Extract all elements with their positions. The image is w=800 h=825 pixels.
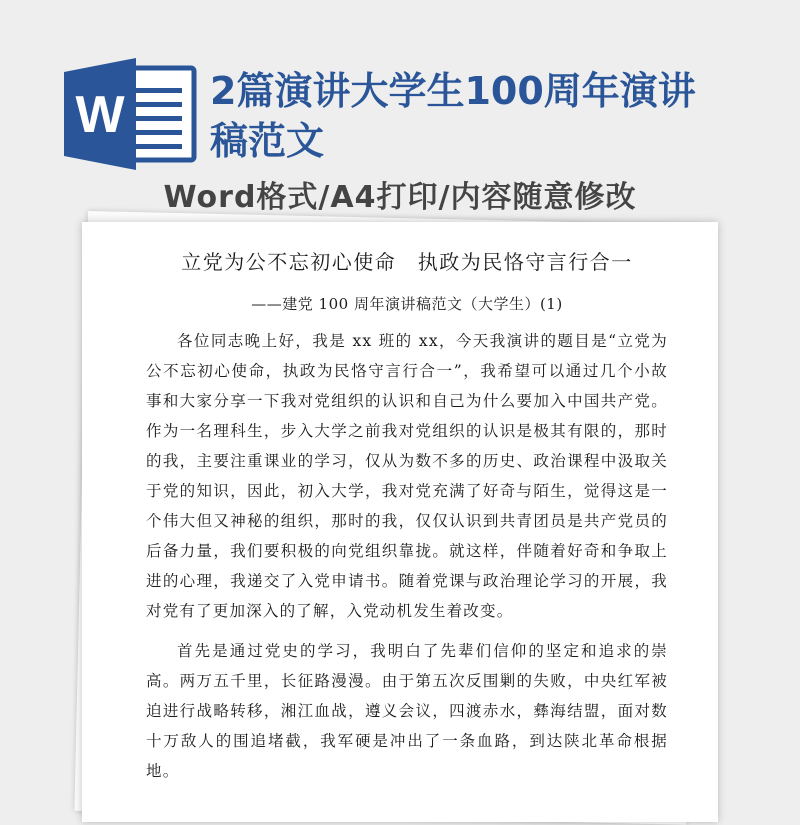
document-page: [82, 222, 718, 822]
page-subheading: ——建党 100 周年演讲稿范文（大学生）(1): [251, 295, 563, 313]
word-icon: [62, 58, 202, 170]
format-subtitle: Word格式/A4打印/内容随意修改: [163, 180, 637, 215]
word-icon-letter: W: [75, 86, 125, 144]
paragraph: 各位同志晚上好，我是 xx 班的 xx，今天我演讲的题目是“立党为公不忘初心使命，执政为民恪守言行合一”，我希望可以通过几个小故事和大家分享一下我对党组织的认识和自己为什么要加入中国共产党。作为一名理科生，步入大学之前我对党组织的认识是极其有限的，那时的我，主要注重课业的学习，仅从为数不多的历史、政治课程中汲取关于党的知识，因此，初入大学，我对党充满了好奇与陌生，觉得这是一个伟大但又神秘的组织，那时的我，仅仅认识到共青团员是共产党员的后备力量，我们要积极的向党组织靠拢。就这样，伴随着好奇和争取上进的心理，我递交了入党申请书。随着党课与政治理论学习的开展，我对党有了更加深入的了解，入党动机发生着改变。: [146, 332, 668, 620]
page-heading: 立党为公不忘初心使命 执政为民恪守言行合一: [181, 250, 633, 274]
document-title: 2篇演讲大学生100周年演讲稿范文: [210, 69, 696, 163]
paragraph: 首先是通过党史的学习，我明白了先辈们信仰的坚定和追求的崇高。两万五千里，长征路漫漫。由于第五次反围剿的失败，中央红军被迫进行战略转移，湘江血战，遵义会议，四渡赤水，彝海结盟，面对数十万敌人的围追堵截，我军硬是冲出了一条血路，到达陕北革命根据地。: [146, 642, 668, 780]
